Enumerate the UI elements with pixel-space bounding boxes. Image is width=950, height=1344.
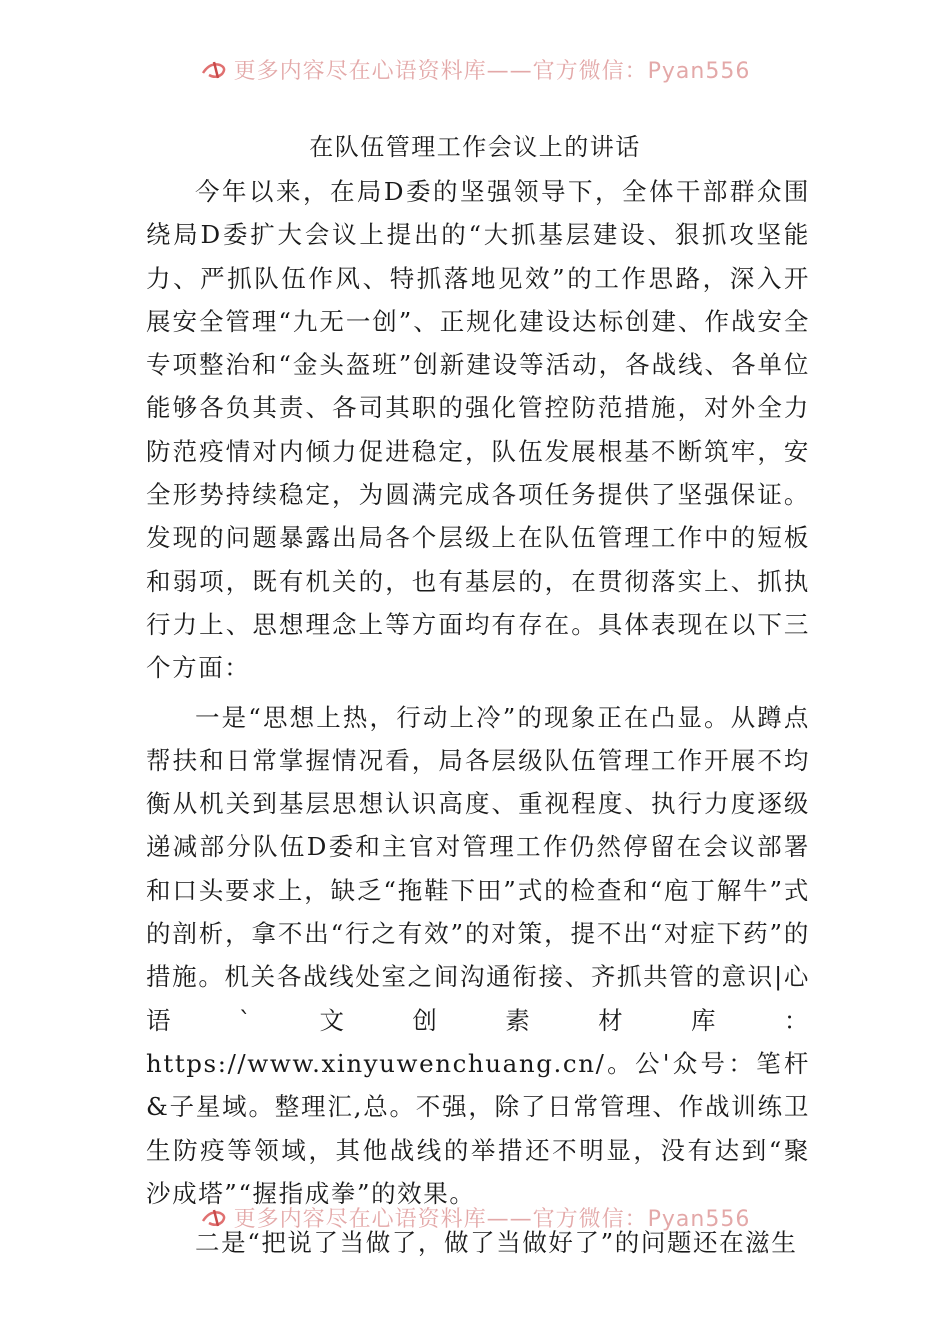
paragraph-point-one: 一是“思想上热，行动上冷”的现象正在凸显。从蹲点帮扶和日常掌握情况看，局各层级队伍管理工作开展不均衡从机关到基层思想认识高度、重视程度、执行力度逐级递减部分队伍D委和主官对管理工作仍然停留在会议部署和口头要求上，缺乏“拖鞋下田”式的检查和“庖丁解牛”式的剖析，拿不出“行之有效”的对策，提不出“对症下药”的措施。机关各战线处室之间沟通衔接、齐抓共管的意识|心语`文创素材库：https://www.xinyuwenchuang.cn/。公'众号：笔杆&子星域。整理汇,总。不强，除了日常管理、作战训练卫生防疫等领域，其他战线的举措还不明显，没有达到“聚沙成塔”“握指成拳”的效果。	[146, 702, 810, 1208]
page-title: 在队伍管理工作会议上的讲话	[309, 133, 641, 161]
watermark-text: 更多内容尽在心语资料库——官方微信：Pyan556	[233, 58, 751, 84]
paragraph-intro: 今年以来，在局D委的坚强领导下，全体干部群众围绕局D委扩大会议上提出的“大抓基层建设、狠抓攻坚能力、严抓队伍作风、特抓落地见效”的工作思路，深入开展安全管理“九无一创”、正规化建设达标创建、作战安全专项整治和“金头盔班”创新建设等活动，各战线、各单位能够各负其责、各司其职的强化管控防范措施，对外全力防范疫情对内倾力促进稳定，队伍发展根基不断筑牢，安全形势持续稳定，为圆满完成各项任务提供了坚强保证。发现的问题暴露出局各个层级上在队伍管理工作中的短板和弱项，既有机关的，也有基层的，在贯彻落实上、抓执行力上、思想理念上等方面均有存在。具体表现在以下三个方面：	[146, 177, 810, 683]
header-watermark	[0, 58, 950, 88]
watermark-logo-icon	[200, 1206, 230, 1228]
watermark-text: 更多内容尽在心语资料库——官方微信：Pyan556	[233, 1206, 751, 1232]
document-body	[146, 170, 810, 1264]
watermark-logo-icon	[200, 58, 230, 80]
paragraph-point-two: 二是“把说了当做了，做了当做好了”的问题还在滋生	[195, 1228, 798, 1258]
footer-watermark	[0, 1206, 950, 1236]
